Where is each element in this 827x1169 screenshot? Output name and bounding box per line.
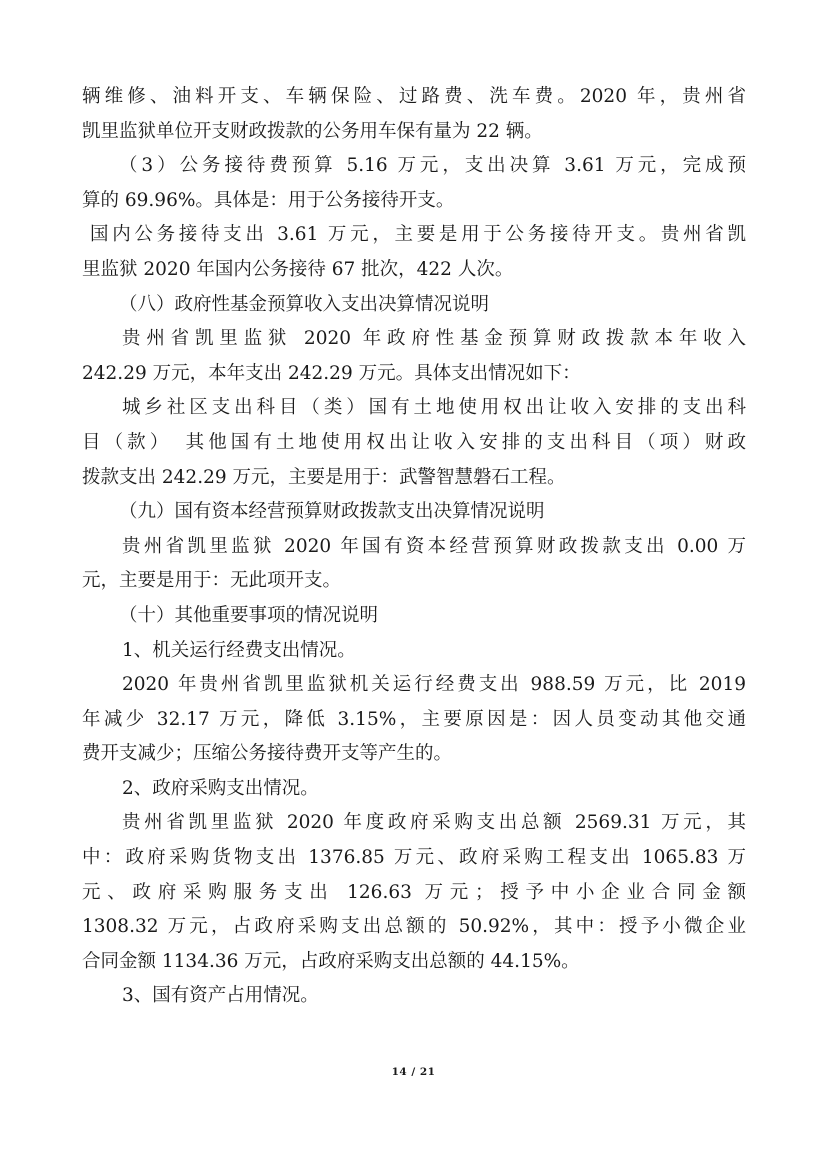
paragraph-line: 贵州省凯里监狱 2020 年国有资本经营预算财政拨款支出 0.00 万 <box>122 535 746 557</box>
document-body <box>82 80 746 1014</box>
paragraph-line: 元，主要是用于：无此项开支。 <box>82 570 342 592</box>
page-number: 14 / 21 <box>391 1066 436 1078</box>
paragraph-line: 里监狱 2020 年国内公务接待 67 批次，422 人次。 <box>82 258 514 280</box>
subsection-heading: 1、机关运行经费支出情况。 <box>122 639 356 661</box>
paragraph-line: 1308.32 万元，占政府采购支出总额的 50.92%，其中：授予小微企业 <box>82 916 746 938</box>
paragraph-line: 费开支减少；压缩公务接待费开支等产生的。 <box>82 743 453 765</box>
subsection-heading: 3、国有资产占用情况。 <box>122 985 319 1007</box>
paragraph-line: 辆维修、油料开支、车辆保险、过路费、洗车费。2020 年，贵州省 <box>82 86 746 107</box>
paragraph-line: 242.29 万元，本年支出 242.29 万元。具体支出情况如下： <box>82 362 581 384</box>
paragraph-line: 城乡社区支出科目（类）国有土地使用权出让收入安排的支出科 <box>122 397 746 419</box>
paragraph-line: 拨款支出 242.29 万元，主要是用于：武警智慧磐石工程。 <box>82 466 566 488</box>
paragraph-line: 合同金额 1134.36 万元，占政府采购支出总额的 44.15%。 <box>82 950 580 972</box>
paragraph-line: 元、政府采购服务支出 126.63 万元；授予中小企业合同金额 <box>82 881 746 903</box>
paragraph-line: 中：政府采购货物支出 1376.85 万元、政府采购工程支出 1065.83 万 <box>82 847 746 869</box>
paragraph-line: 年减少 32.17 万元，降低 3.15%，主要原因是：因人员变动其他交通 <box>82 708 746 730</box>
paragraph-line: 凯里监狱单位开支财政拨款的公务用车保有量为 22 辆。 <box>82 120 543 142</box>
paragraph-line: 国内公务接待支出 3.61 万元，主要是用于公务接待开支。贵州省凯 <box>90 224 746 246</box>
paragraph-line: 算的 69.96%。具体是：用于公务接待开支。 <box>82 189 455 211</box>
paragraph-line: （3）公务接待费预算 5.16 万元，支出决算 3.61 万元，完成预 <box>119 155 746 177</box>
section-heading: （九）国有资本经营预算财政拨款支出决算情况说明 <box>119 501 545 523</box>
subsection-heading: 2、政府采购支出情况。 <box>122 777 319 799</box>
section-heading: （十）其他重要事项的情况说明 <box>119 604 379 626</box>
paragraph-line: 2020 年贵州省凯里监狱机关运行经费支出 988.59 万元，比 2019 <box>122 674 746 696</box>
paragraph-line: 贵州省凯里监狱 2020 年政府性基金预算财政拨款本年收入 <box>122 328 746 350</box>
section-heading: （八）政府性基金预算收入支出决算情况说明 <box>119 293 490 315</box>
paragraph-line: 目（款） 其他国有土地使用权出让收入安排的支出科目（项）财政 <box>82 431 746 453</box>
paragraph-line: 贵州省凯里监狱 2020 年度政府采购支出总额 2569.31 万元，其 <box>122 812 746 834</box>
